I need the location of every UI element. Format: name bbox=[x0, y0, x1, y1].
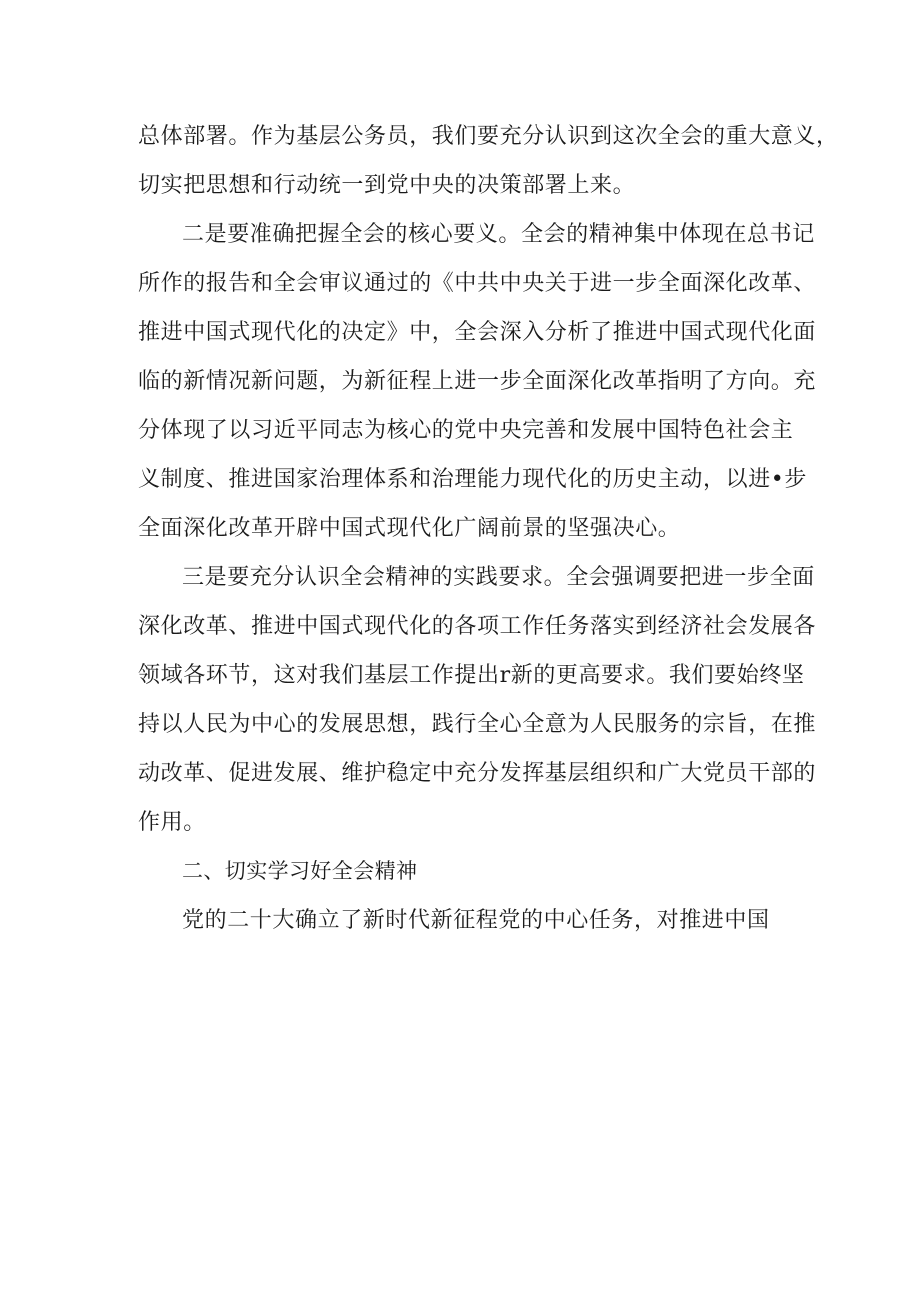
paragraph-line: 分体现了以习近平同志为核心的党中央完善和发展中国特色社会主 bbox=[138, 418, 794, 443]
paragraph-line: 临的新情况新问题，为新征程上进一步全面深化改革指明了方向。充 bbox=[138, 369, 817, 394]
document-body bbox=[138, 112, 839, 945]
paragraph-line: 全面深化改革开辟中国式现代化广阔前景的坚强决心。 bbox=[138, 516, 681, 541]
paragraph-line: 总体部署。作为基层公务员，我们要充分认识到这次全会的重大意义， bbox=[138, 124, 839, 149]
paragraph-line: 推进中国式现代化的决定》中，全会深入分析了推进中国式现代化面 bbox=[138, 320, 817, 345]
paragraph-line: 作用。 bbox=[138, 810, 206, 835]
paragraph-line: 深化改革、推进中国式现代化的各项工作任务落实到经济社会发展各 bbox=[138, 614, 817, 639]
paragraph-3 bbox=[138, 553, 817, 847]
paragraph-line: 切实把思想和行动统一到党中央的决策部署上来。 bbox=[138, 173, 636, 198]
paragraph-line: 所作的报告和全会审议通过的《中共中央关于进一步全面深化改革、 bbox=[138, 271, 817, 296]
paragraph-line: 三是要充分认识全会精神的实践要求。全会强调要把进一步全面 bbox=[182, 565, 815, 590]
paragraph-2 bbox=[138, 210, 817, 553]
paragraph-line: 党的二十大确立了新时代新征程党的中心任务，对推进中国 bbox=[182, 908, 770, 933]
paragraph-line: 领域各环节，这对我们基层工作提出r新的更高要求。我们要始终坚 bbox=[138, 663, 805, 688]
paragraph-line: 持以人民为中心的发展思想，践行全心全意为人民服务的宗旨，在推 bbox=[138, 712, 817, 737]
paragraph-4 bbox=[138, 896, 788, 945]
paragraph-line: 二是要准确把握全会的核心要义。全会的精神集中体现在总书记 bbox=[182, 222, 815, 247]
paragraph-1 bbox=[138, 112, 839, 210]
section-heading: 二、切实学习好全会精神 bbox=[182, 859, 418, 883]
paragraph-line: 动改革、促进发展、维护稳定中充分发挥基层组织和广大党员干部的 bbox=[138, 761, 817, 786]
paragraph-line: 义制度、推进国家治理体系和治理能力现代化的历史主动，以进•步 bbox=[138, 467, 807, 492]
